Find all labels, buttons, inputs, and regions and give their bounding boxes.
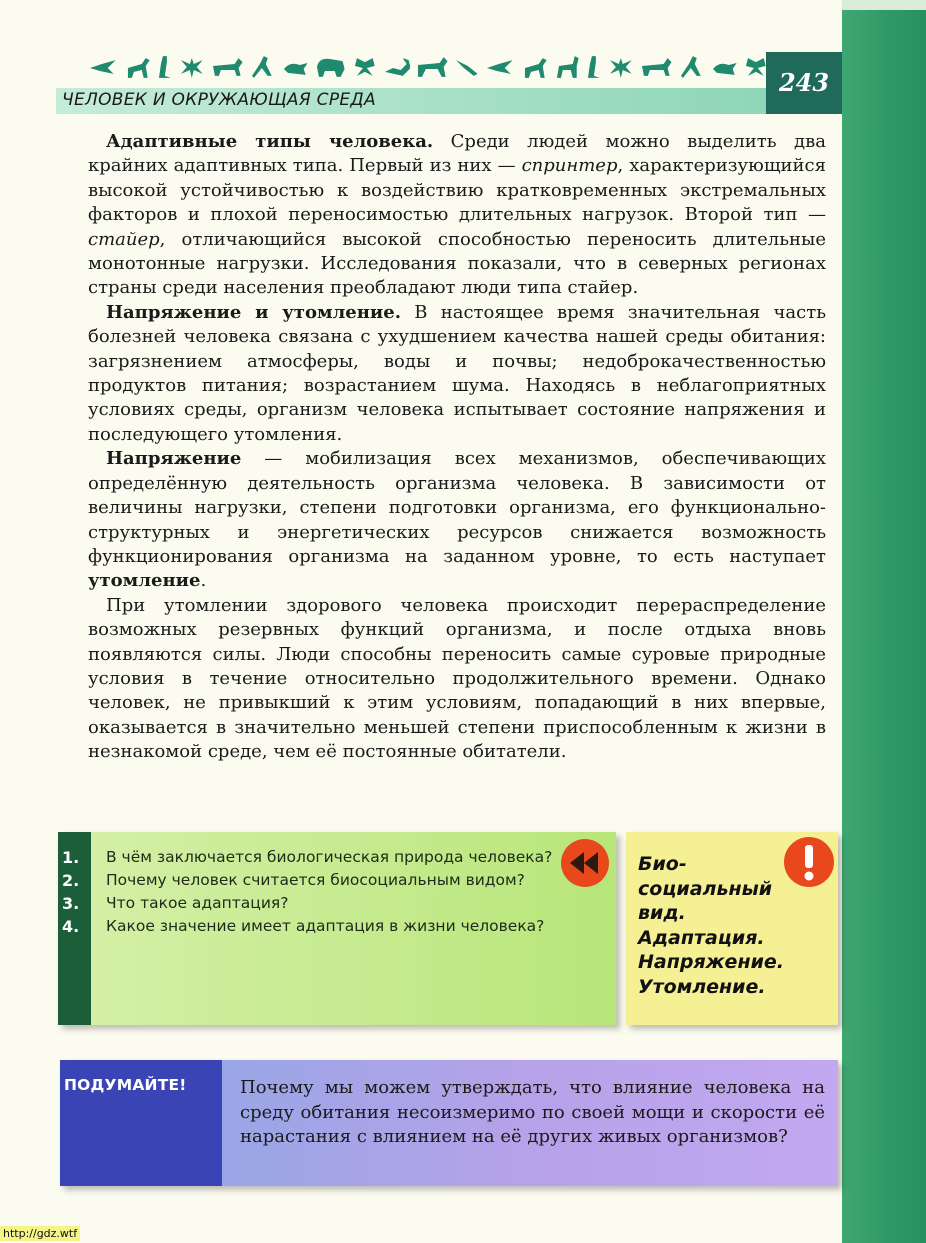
rodent-icon <box>282 57 310 77</box>
text-span: Среди людей можно выделить два крайних адаптивных типа. Первый из них — <box>88 131 826 177</box>
rodent-icon-2 <box>711 57 739 77</box>
question-item <box>62 869 592 892</box>
text-span: — мобилизация всех механизмов, обеспечивающих определённую деятельность организма человека. В зависимости от величины нагрузки, степени подготовки организма, его функционально-структурных и энергетических ресурсов снижается возможность функционирования организма на заданном уровне, то есть наступает <box>88 448 826 567</box>
term-stress: Напряжение <box>106 448 242 470</box>
question-number: 3. <box>62 894 80 913</box>
heading-stress-fatigue: Напряжение и утомление. <box>106 301 401 323</box>
question-number: 1. <box>62 848 80 867</box>
bison-icon <box>315 55 347 79</box>
paragraph-fatigue-recovery <box>88 594 826 765</box>
wolf-icon <box>211 56 245 78</box>
side-color-strip <box>842 0 926 1243</box>
question-text: Почему человек считается биосоциальным видом? <box>106 871 525 889</box>
meerkat-icon <box>157 54 173 80</box>
main-text <box>88 130 826 765</box>
question-text: Что такое адаптация? <box>106 894 289 912</box>
heading-adaptive-types: Адаптивные типы человека. <box>106 131 434 152</box>
questions-list <box>62 846 592 938</box>
side-strip-top <box>842 0 926 10</box>
term-fatigue: утомление <box>88 570 201 592</box>
text-span: В настоящее время значительная часть болезней человека связана с ухудшением качества нашей среды обитания: загрязнением атмосферы, воды и почвы; недоброкачественностью продуктов питания; возрастанием шума. Находясь в неблагоприятных условиях среды, организм человека испытывает состояние напряжения и последующего утомления. <box>88 301 826 445</box>
key-term: вид. <box>638 902 686 924</box>
exclamation-icon <box>783 836 835 888</box>
question-text: В чём заключается биологическая природа человека? <box>106 848 553 866</box>
key-term: Био- <box>638 853 687 875</box>
meerkat-icon-2 <box>586 54 602 80</box>
butterfly-icon-2 <box>744 56 768 78</box>
paragraph-adaptive-types <box>88 130 826 301</box>
text-span: . <box>200 570 207 592</box>
kangaroo-icon <box>250 54 276 80</box>
key-term: Напряжение. <box>638 951 784 973</box>
insect-icon <box>179 54 205 80</box>
paragraph-stress-definition <box>88 447 826 593</box>
page-number: 243 <box>778 68 830 97</box>
goat-icon <box>124 54 152 80</box>
question-item <box>62 892 592 915</box>
think-question: Почему мы можем утверждать, что влияние человека на среду обитания несоизмеримо по своей мощи и скорости её нарастания с влиянием на её других живых организмов? <box>240 1077 825 1147</box>
bird-icon-2 <box>485 56 515 78</box>
term-stayer: стайер <box>88 228 160 250</box>
gazelle-icon <box>555 54 581 80</box>
key-term: социальный <box>638 877 773 900</box>
term-sprinter: спринтер <box>521 155 618 177</box>
text-span: , характеризующийся высокой устойчивостью к воздействию кратковременных экстремальных факторов и плохой переносимостью длительных нагрузок. Второй тип — <box>88 155 826 226</box>
bird-icon <box>88 56 118 78</box>
section-title: ЧЕЛОВЕК И ОКРУЖАЮЩАЯ СРЕДА <box>62 90 376 110</box>
goat-icon-2 <box>521 54 549 80</box>
key-term: Адаптация. <box>638 926 765 949</box>
key-term: Утомление. <box>638 975 766 998</box>
wolf-icon-2 <box>640 56 674 78</box>
insect-icon-2 <box>608 54 634 80</box>
paragraph-stress-fatigue <box>88 301 826 447</box>
animal-silhouette-border <box>88 52 768 82</box>
horse-icon <box>416 55 448 79</box>
text-span: , отличающийся высокой способностью переносить длительные монотонные нагрузки. Исследования показали, что в северных регионах страны среди населения преобладают люди типа стайер. <box>88 228 826 299</box>
crane-icon <box>454 56 480 78</box>
question-item <box>62 846 592 869</box>
kangaroo-icon-2 <box>679 54 705 80</box>
question-text: Какое значение имеет адаптация в жизни человека? <box>106 917 545 935</box>
question-number: 4. <box>62 917 80 936</box>
scorpion-icon <box>383 56 411 78</box>
text-span: При утомлении здорового человека происходит перераспределение возможных резервных функций организма, и после отдыха вновь появляются силы. Люди способны переносить самые суровые природные условия в течение относительно продолжительного времени. Однако человек, не привыкший к этим условиям, попадающий в них впервые, оказывается в значительно меньшей степени приспособленным к жизни в незнакомой среде, чем её постоянные обитатели. <box>88 594 826 763</box>
butterfly-icon <box>353 56 377 78</box>
source-url: http://gdz.wtf <box>0 1226 80 1241</box>
question-item <box>62 915 592 938</box>
question-number: 2. <box>62 871 80 890</box>
review-rewind-icon <box>560 838 610 888</box>
think-label: ПОДУМАЙТЕ! <box>64 1076 187 1094</box>
